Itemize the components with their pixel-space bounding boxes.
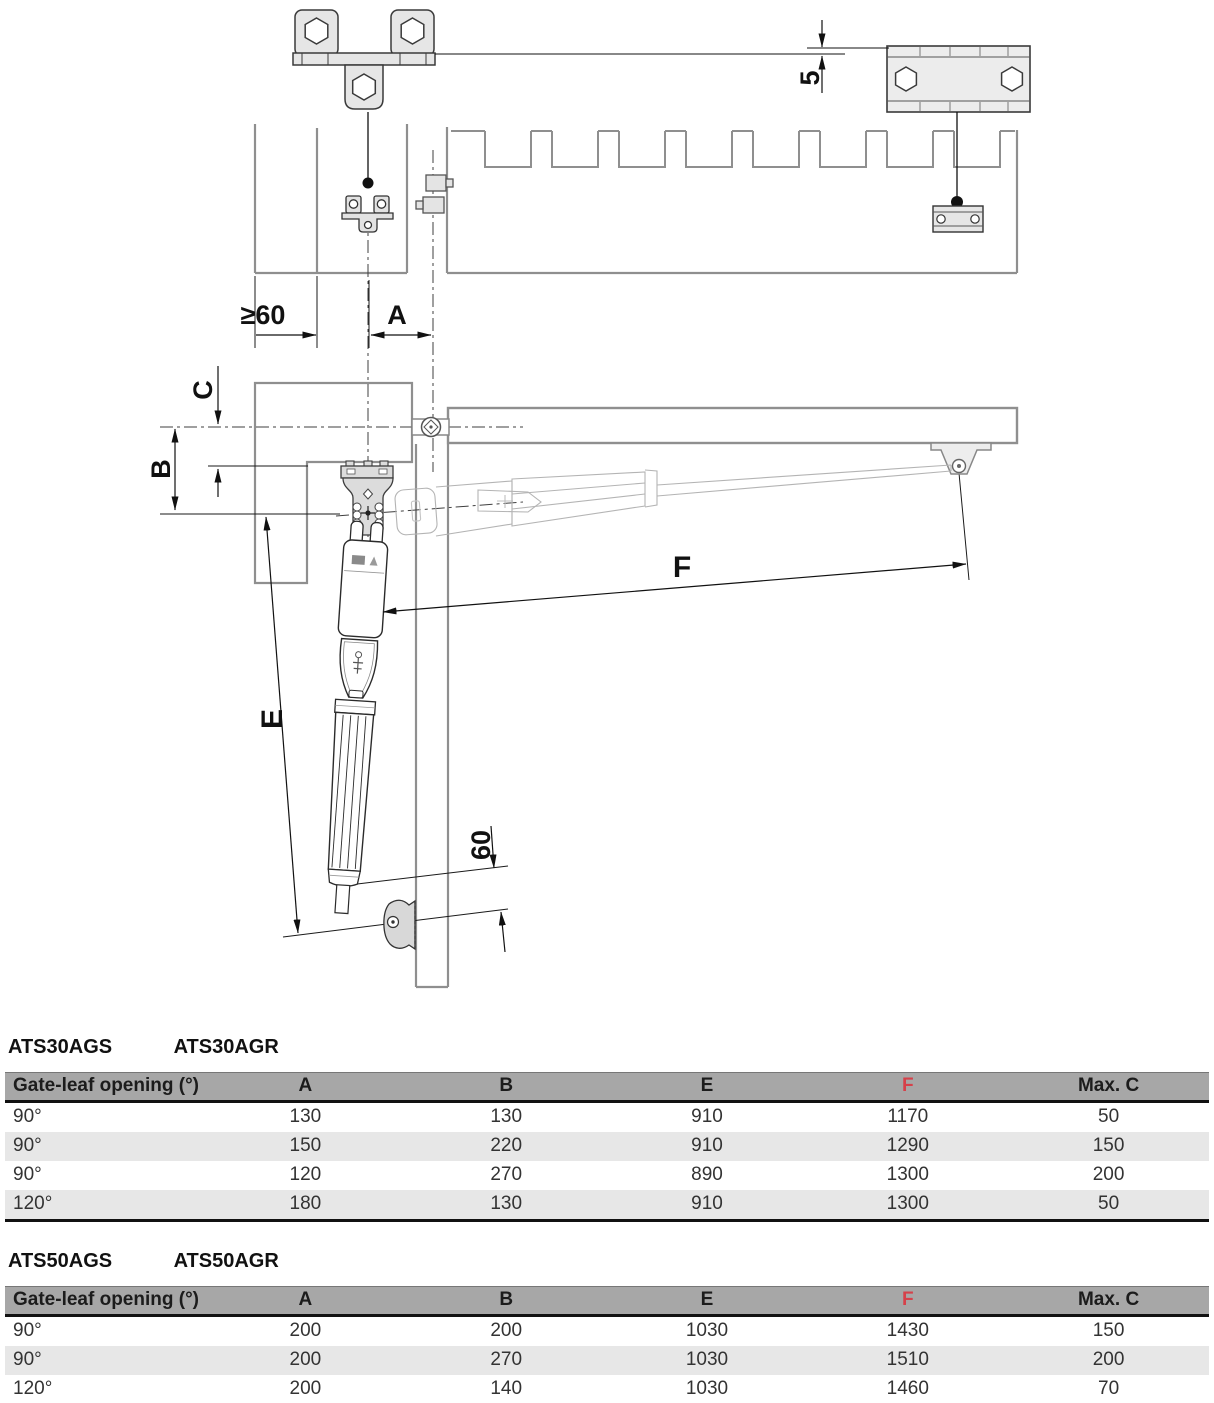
cell-a: 130 bbox=[289, 1106, 322, 1127]
hinge-side-view bbox=[412, 418, 449, 437]
label-dim-b: B bbox=[146, 459, 176, 479]
cell-opening: 90° bbox=[13, 1135, 42, 1156]
cell-f: 1300 bbox=[886, 1193, 929, 1214]
cell-e: 1030 bbox=[685, 1349, 729, 1370]
dimension-table-ats30 bbox=[5, 1072, 1209, 1222]
cell-e: 1030 bbox=[685, 1378, 729, 1399]
label-min-clearance: ≥60 bbox=[240, 300, 286, 330]
table-row bbox=[5, 1161, 1209, 1190]
cell-f: 1290 bbox=[886, 1135, 929, 1156]
cell-a: 120 bbox=[289, 1164, 322, 1185]
column-header: E bbox=[607, 1287, 808, 1316]
bracket-leader-dot bbox=[363, 178, 374, 189]
label-dim-f: F bbox=[672, 551, 692, 584]
cell-f: 1430 bbox=[886, 1320, 929, 1341]
cell-opening: 90° bbox=[13, 1349, 42, 1370]
cell-b: 130 bbox=[490, 1106, 523, 1127]
column-header-f: F bbox=[807, 1287, 1008, 1316]
cell-max-c: 200 bbox=[1092, 1164, 1125, 1185]
leaf-bracket-open-position bbox=[931, 443, 991, 474]
gate-leaf-open-beam bbox=[448, 408, 1017, 443]
column-header: Gate-leaf opening (°) bbox=[5, 1073, 205, 1102]
cell-opening: 120° bbox=[13, 1378, 53, 1399]
table-row bbox=[5, 1375, 1209, 1403]
cell-b: 140 bbox=[490, 1378, 523, 1399]
column-header-f: F bbox=[807, 1073, 1008, 1102]
model-heading-ats30 bbox=[8, 1036, 1214, 1059]
column-header: Max. C bbox=[1008, 1073, 1209, 1102]
label-dim-a: A bbox=[387, 300, 407, 330]
actuator-rear-bracket bbox=[341, 461, 393, 535]
column-header: A bbox=[205, 1073, 406, 1102]
cell-b: 200 bbox=[490, 1320, 523, 1341]
actuator-closed-body bbox=[319, 521, 389, 915]
column-header: Max. C bbox=[1008, 1287, 1209, 1316]
cell-e: 910 bbox=[691, 1135, 723, 1156]
cell-a: 200 bbox=[289, 1349, 322, 1370]
cell-max-c: 50 bbox=[1098, 1193, 1120, 1214]
cell-opening: 90° bbox=[13, 1106, 42, 1127]
gate-plate-plan-view bbox=[933, 206, 983, 232]
cell-opening: 120° bbox=[13, 1193, 53, 1214]
cell-f: 1170 bbox=[887, 1106, 929, 1127]
cell-f: 1300 bbox=[886, 1164, 929, 1185]
cell-max-c: 150 bbox=[1092, 1320, 1125, 1341]
cell-b: 270 bbox=[490, 1349, 523, 1370]
model-name: ATS50AGS bbox=[8, 1250, 113, 1272]
cell-b: 130 bbox=[490, 1193, 523, 1214]
model-name: ATS30AGS bbox=[8, 1036, 113, 1058]
gate-plate-front-view bbox=[887, 46, 1030, 112]
cell-max-c: 70 bbox=[1098, 1378, 1120, 1399]
plan-view-structure bbox=[255, 124, 1017, 273]
cell-f: 1460 bbox=[886, 1378, 929, 1399]
column-header: E bbox=[607, 1073, 808, 1102]
cell-a: 180 bbox=[289, 1193, 322, 1214]
cell-e: 1030 bbox=[685, 1320, 729, 1341]
column-header: A bbox=[205, 1287, 406, 1316]
label-plate-offset: 5 bbox=[795, 70, 825, 86]
dimension-labels bbox=[146, 70, 825, 860]
cell-b: 220 bbox=[490, 1135, 523, 1156]
table-row bbox=[5, 1346, 1209, 1375]
cell-e: 910 bbox=[691, 1106, 723, 1127]
leaf-bracket-closed-position bbox=[384, 900, 415, 949]
column-header: B bbox=[406, 1073, 607, 1102]
label-dim-e: E bbox=[256, 708, 289, 729]
dimension-table-ats50 bbox=[5, 1286, 1209, 1403]
column-header: B bbox=[406, 1287, 607, 1316]
centerlines bbox=[160, 150, 523, 537]
cell-f: 1510 bbox=[886, 1349, 929, 1370]
dim-60-line-lower bbox=[501, 912, 505, 952]
cell-a: 200 bbox=[289, 1378, 322, 1399]
model-name: ATS50AGR bbox=[173, 1250, 279, 1272]
cell-b: 270 bbox=[490, 1164, 523, 1185]
actuator-open-ghost bbox=[394, 465, 951, 536]
table-header-row bbox=[5, 1073, 1209, 1102]
cell-max-c: 150 bbox=[1092, 1135, 1125, 1156]
model-heading-ats50 bbox=[8, 1250, 1214, 1273]
cell-a: 200 bbox=[289, 1320, 322, 1341]
table-header-row bbox=[5, 1287, 1209, 1316]
model-name: ATS30AGR bbox=[173, 1036, 279, 1058]
brand-logo-mark bbox=[352, 555, 366, 565]
label-dim-60: 60 bbox=[466, 829, 496, 861]
post-bracket-plan-view bbox=[342, 196, 393, 232]
table-row bbox=[5, 1132, 1209, 1161]
table-row bbox=[5, 1190, 1209, 1221]
cell-e: 910 bbox=[691, 1193, 723, 1214]
cell-opening: 90° bbox=[13, 1320, 42, 1341]
cell-max-c: 200 bbox=[1092, 1349, 1125, 1370]
gate-leaf-closed-bar bbox=[416, 444, 448, 987]
cell-opening: 90° bbox=[13, 1164, 42, 1185]
extension-lines bbox=[160, 276, 969, 937]
post-bracket-front-view bbox=[293, 10, 435, 109]
table-row bbox=[5, 1102, 1209, 1133]
cell-e: 890 bbox=[691, 1164, 723, 1185]
column-header: Gate-leaf opening (°) bbox=[5, 1287, 205, 1316]
cell-a: 150 bbox=[289, 1135, 322, 1156]
table-row bbox=[5, 1316, 1209, 1347]
cell-max-c: 50 bbox=[1098, 1106, 1120, 1127]
label-dim-c: C bbox=[188, 380, 218, 400]
